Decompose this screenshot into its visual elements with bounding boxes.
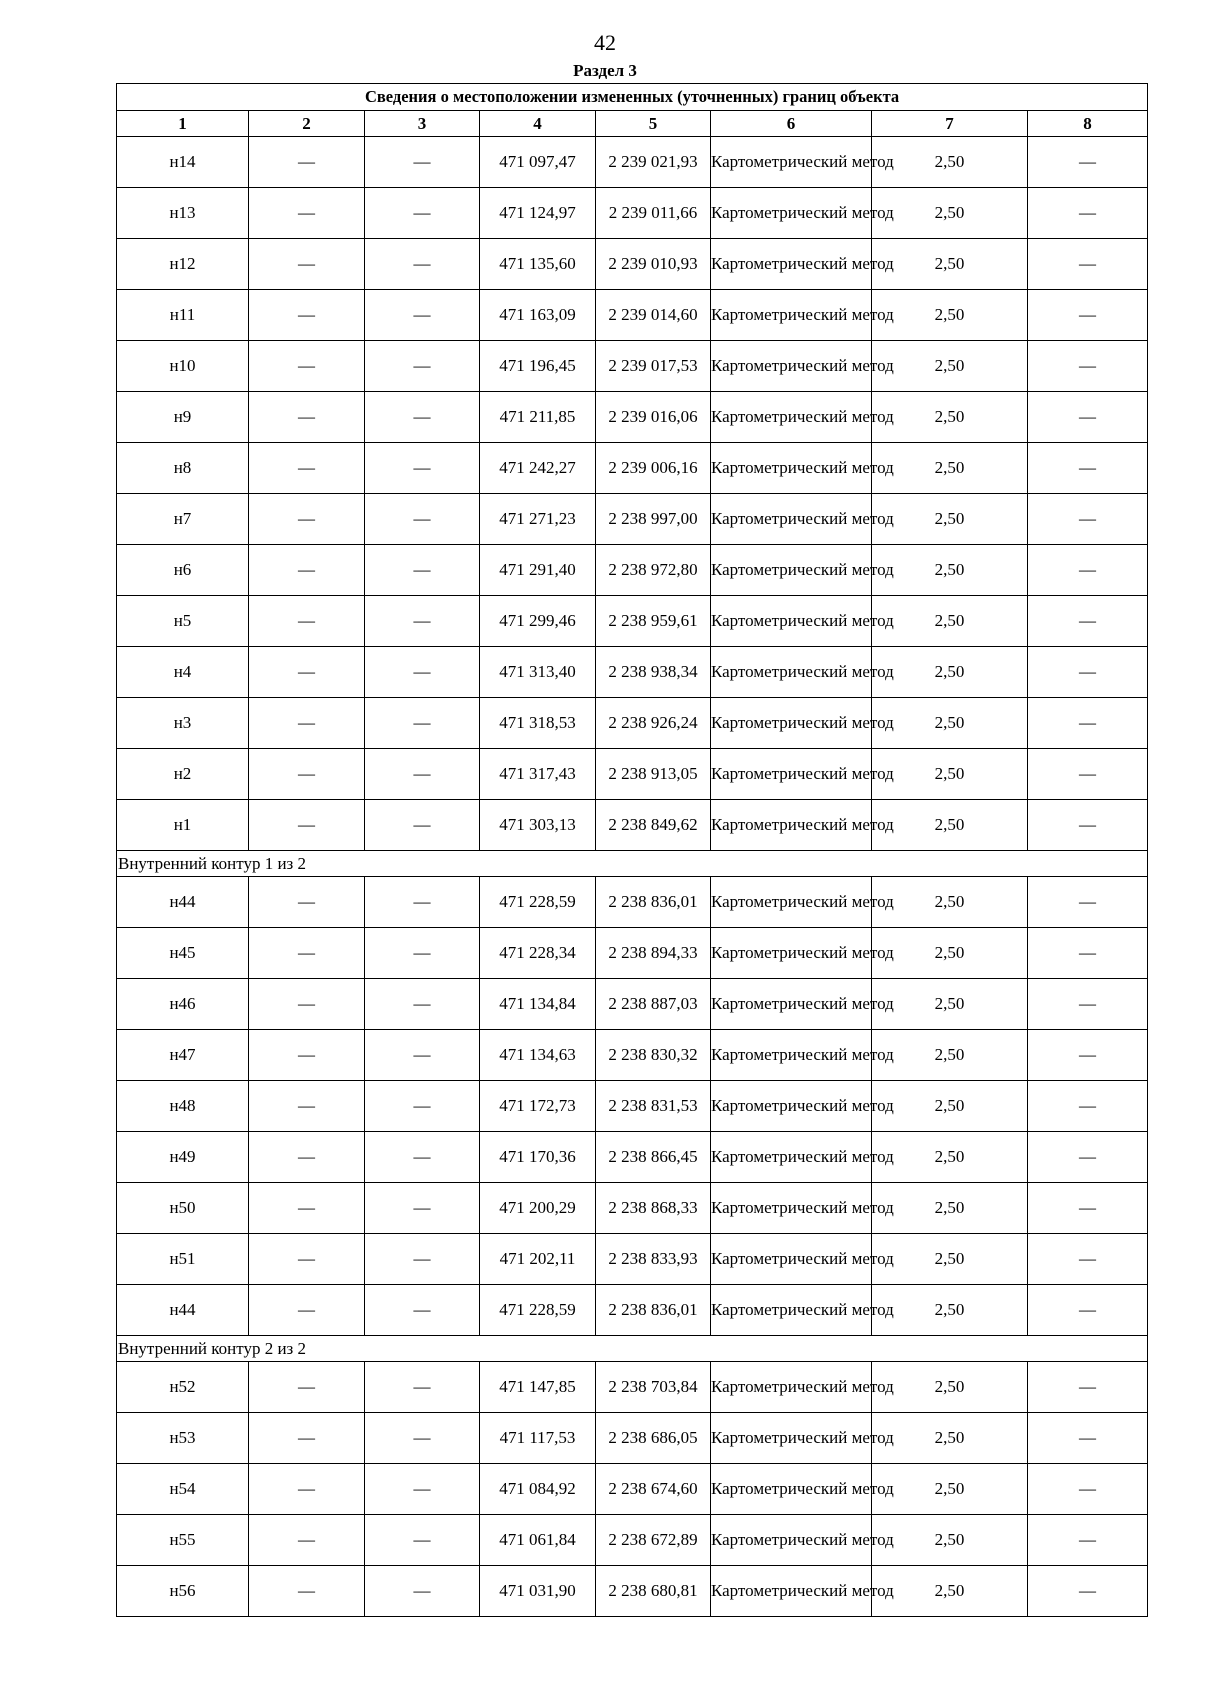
column-header-row: [117, 111, 1148, 137]
accuracy-cell: 2,50: [872, 979, 1028, 1030]
y-coordinate-cell: 2 238 836,01: [596, 877, 711, 928]
x-coordinate-cell: 471 200,29: [480, 1183, 596, 1234]
x-coordinate-cell: 471 134,63: [480, 1030, 596, 1081]
col2-cell: —: [249, 979, 365, 1030]
method-cell: Картометрический метод: [711, 1081, 872, 1132]
col3-cell: —: [365, 1234, 480, 1285]
col8-cell: —: [1028, 137, 1148, 188]
point-name-cell: н44: [117, 877, 249, 928]
y-coordinate-cell: 2 238 997,00: [596, 494, 711, 545]
point-name-cell: н46: [117, 979, 249, 1030]
col2-cell: —: [249, 698, 365, 749]
table-row: [117, 1234, 1148, 1285]
x-coordinate-cell: 471 313,40: [480, 647, 596, 698]
y-coordinate-cell: 2 238 836,01: [596, 1285, 711, 1336]
y-coordinate-cell: 2 238 887,03: [596, 979, 711, 1030]
method-cell: Картометрический метод: [711, 392, 872, 443]
col2-cell: —: [249, 137, 365, 188]
y-coordinate-cell: 2 238 913,05: [596, 749, 711, 800]
x-coordinate-cell: 471 135,60: [480, 239, 596, 290]
col8-cell: —: [1028, 545, 1148, 596]
accuracy-cell: 2,50: [872, 1413, 1028, 1464]
method-cell: Картометрический метод: [711, 698, 872, 749]
accuracy-cell: 2,50: [872, 596, 1028, 647]
x-coordinate-cell: 471 228,59: [480, 1285, 596, 1336]
method-cell: Картометрический метод: [711, 443, 872, 494]
col2-cell: —: [249, 877, 365, 928]
y-coordinate-cell: 2 239 014,60: [596, 290, 711, 341]
y-coordinate-cell: 2 239 011,66: [596, 188, 711, 239]
col3-cell: —: [365, 137, 480, 188]
y-coordinate-cell: 2 238 672,89: [596, 1515, 711, 1566]
point-name-cell: н47: [117, 1030, 249, 1081]
y-coordinate-cell: 2 238 833,93: [596, 1234, 711, 1285]
table-row: [117, 1030, 1148, 1081]
col3-cell: —: [365, 1515, 480, 1566]
method-cell: Картометрический метод: [711, 188, 872, 239]
method-cell: Картометрический метод: [711, 341, 872, 392]
col3-cell: —: [365, 443, 480, 494]
accuracy-cell: 2,50: [872, 341, 1028, 392]
method-cell: Картометрический метод: [711, 928, 872, 979]
col3-cell: —: [365, 1566, 480, 1617]
accuracy-cell: 2,50: [872, 188, 1028, 239]
point-name-cell: н11: [117, 290, 249, 341]
method-cell: Картометрический метод: [711, 239, 872, 290]
point-name-cell: н13: [117, 188, 249, 239]
accuracy-cell: 2,50: [872, 392, 1028, 443]
accuracy-cell: 2,50: [872, 928, 1028, 979]
col8-cell: —: [1028, 494, 1148, 545]
point-name-cell: н8: [117, 443, 249, 494]
method-cell: Картометрический метод: [711, 1132, 872, 1183]
method-cell: Картометрический метод: [711, 596, 872, 647]
table-row: [117, 188, 1148, 239]
col2-cell: —: [249, 749, 365, 800]
y-coordinate-cell: 2 238 680,81: [596, 1566, 711, 1617]
table-row: [117, 698, 1148, 749]
col3-cell: —: [365, 1030, 480, 1081]
point-name-cell: н9: [117, 392, 249, 443]
point-name-cell: н49: [117, 1132, 249, 1183]
point-name-cell: н4: [117, 647, 249, 698]
col3-cell: —: [365, 877, 480, 928]
point-name-cell: н45: [117, 928, 249, 979]
accuracy-cell: 2,50: [872, 800, 1028, 851]
accuracy-cell: 2,50: [872, 545, 1028, 596]
accuracy-cell: 2,50: [872, 1183, 1028, 1234]
col8-cell: —: [1028, 1515, 1148, 1566]
method-cell: Картометрический метод: [711, 494, 872, 545]
col8-cell: —: [1028, 341, 1148, 392]
col8-cell: —: [1028, 1464, 1148, 1515]
col2-cell: —: [249, 647, 365, 698]
col3-cell: —: [365, 494, 480, 545]
col2-cell: —: [249, 1464, 365, 1515]
table-row: [117, 341, 1148, 392]
col8-cell: —: [1028, 1030, 1148, 1081]
boundary-coordinates-table: [116, 83, 1148, 1617]
y-coordinate-cell: 2 238 972,80: [596, 545, 711, 596]
column-header: 4: [480, 111, 596, 137]
x-coordinate-cell: 471 097,47: [480, 137, 596, 188]
column-header: 7: [872, 111, 1028, 137]
col8-cell: —: [1028, 1413, 1148, 1464]
col2-cell: —: [249, 928, 365, 979]
col2-cell: —: [249, 1413, 365, 1464]
col8-cell: —: [1028, 290, 1148, 341]
col8-cell: —: [1028, 979, 1148, 1030]
x-coordinate-cell: 471 228,34: [480, 928, 596, 979]
point-name-cell: н7: [117, 494, 249, 545]
y-coordinate-cell: 2 238 926,24: [596, 698, 711, 749]
col2-cell: —: [249, 1234, 365, 1285]
accuracy-cell: 2,50: [872, 1515, 1028, 1566]
col3-cell: —: [365, 341, 480, 392]
point-name-cell: н53: [117, 1413, 249, 1464]
x-coordinate-cell: 471 303,13: [480, 800, 596, 851]
x-coordinate-cell: 471 317,43: [480, 749, 596, 800]
col8-cell: —: [1028, 443, 1148, 494]
col3-cell: —: [365, 1132, 480, 1183]
col8-cell: —: [1028, 698, 1148, 749]
accuracy-cell: 2,50: [872, 1362, 1028, 1413]
accuracy-cell: 2,50: [872, 443, 1028, 494]
table-row: [117, 1081, 1148, 1132]
x-coordinate-cell: 471 163,09: [480, 290, 596, 341]
method-cell: Картометрический метод: [711, 1183, 872, 1234]
col2-cell: —: [249, 1183, 365, 1234]
accuracy-cell: 2,50: [872, 1132, 1028, 1183]
col8-cell: —: [1028, 928, 1148, 979]
col8-cell: —: [1028, 647, 1148, 698]
y-coordinate-cell: 2 238 830,32: [596, 1030, 711, 1081]
col3-cell: —: [365, 239, 480, 290]
method-cell: Картометрический метод: [711, 800, 872, 851]
section-title: Раздел 3: [573, 61, 637, 80]
col2-cell: —: [249, 1030, 365, 1081]
col2-cell: —: [249, 494, 365, 545]
table-row: [117, 877, 1148, 928]
y-coordinate-cell: 2 239 021,93: [596, 137, 711, 188]
col2-cell: —: [249, 341, 365, 392]
col3-cell: —: [365, 647, 480, 698]
method-cell: Картометрический метод: [711, 1413, 872, 1464]
table-row: [117, 928, 1148, 979]
contour-label: Внутренний контур 2 из 2: [117, 1336, 1148, 1362]
table-row: [117, 239, 1148, 290]
table-row: [117, 1183, 1148, 1234]
point-name-cell: н1: [117, 800, 249, 851]
table-row: [117, 647, 1148, 698]
method-cell: Картометрический метод: [711, 749, 872, 800]
col3-cell: —: [365, 545, 480, 596]
method-cell: Картометрический метод: [711, 290, 872, 341]
y-coordinate-cell: 2 238 959,61: [596, 596, 711, 647]
col2-cell: —: [249, 1566, 365, 1617]
col3-cell: —: [365, 1362, 480, 1413]
x-coordinate-cell: 471 318,53: [480, 698, 596, 749]
col8-cell: —: [1028, 1183, 1148, 1234]
col2-cell: —: [249, 596, 365, 647]
method-cell: Картометрический метод: [711, 1464, 872, 1515]
x-coordinate-cell: 471 228,59: [480, 877, 596, 928]
x-coordinate-cell: 471 211,85: [480, 392, 596, 443]
table-row: [117, 494, 1148, 545]
y-coordinate-cell: 2 238 866,45: [596, 1132, 711, 1183]
x-coordinate-cell: 471 061,84: [480, 1515, 596, 1566]
method-cell: Картометрический метод: [711, 1566, 872, 1617]
accuracy-cell: 2,50: [872, 1464, 1028, 1515]
table-row: [117, 137, 1148, 188]
y-coordinate-cell: 2 239 016,06: [596, 392, 711, 443]
col8-cell: —: [1028, 1132, 1148, 1183]
x-coordinate-cell: 471 242,27: [480, 443, 596, 494]
x-coordinate-cell: 471 271,23: [480, 494, 596, 545]
accuracy-cell: 2,50: [872, 749, 1028, 800]
x-coordinate-cell: 471 084,92: [480, 1464, 596, 1515]
contour-label: Внутренний контур 1 из 2: [117, 851, 1148, 877]
col8-cell: —: [1028, 749, 1148, 800]
contour-label-row: [117, 1336, 1148, 1362]
col3-cell: —: [365, 1285, 480, 1336]
col3-cell: —: [365, 188, 480, 239]
accuracy-cell: 2,50: [872, 698, 1028, 749]
col8-cell: —: [1028, 877, 1148, 928]
y-coordinate-cell: 2 239 010,93: [596, 239, 711, 290]
table-row: [117, 545, 1148, 596]
point-name-cell: н14: [117, 137, 249, 188]
col2-cell: —: [249, 545, 365, 596]
point-name-cell: н12: [117, 239, 249, 290]
accuracy-cell: 2,50: [872, 1285, 1028, 1336]
column-header: 6: [711, 111, 872, 137]
point-name-cell: н56: [117, 1566, 249, 1617]
col3-cell: —: [365, 290, 480, 341]
col3-cell: —: [365, 392, 480, 443]
col2-cell: —: [249, 239, 365, 290]
col2-cell: —: [249, 1362, 365, 1413]
column-header: 1: [117, 111, 249, 137]
col3-cell: —: [365, 1081, 480, 1132]
col8-cell: —: [1028, 239, 1148, 290]
table-row: [117, 1464, 1148, 1515]
col3-cell: —: [365, 749, 480, 800]
y-coordinate-cell: 2 238 868,33: [596, 1183, 711, 1234]
col3-cell: —: [365, 1413, 480, 1464]
point-name-cell: н50: [117, 1183, 249, 1234]
page-number: 42: [594, 30, 616, 55]
col3-cell: —: [365, 979, 480, 1030]
table-row: [117, 1362, 1148, 1413]
method-cell: Картометрический метод: [711, 647, 872, 698]
col8-cell: —: [1028, 1566, 1148, 1617]
col2-cell: —: [249, 290, 365, 341]
col8-cell: —: [1028, 1285, 1148, 1336]
table-row: [117, 290, 1148, 341]
point-name-cell: н3: [117, 698, 249, 749]
col3-cell: —: [365, 1183, 480, 1234]
table-row: [117, 800, 1148, 851]
col3-cell: —: [365, 698, 480, 749]
y-coordinate-cell: 2 238 674,60: [596, 1464, 711, 1515]
method-cell: Картометрический метод: [711, 137, 872, 188]
method-cell: Картометрический метод: [711, 545, 872, 596]
table-row: [117, 979, 1148, 1030]
table-row: [117, 1413, 1148, 1464]
y-coordinate-cell: 2 239 006,16: [596, 443, 711, 494]
table-row: [117, 596, 1148, 647]
method-cell: Картометрический метод: [711, 979, 872, 1030]
accuracy-cell: 2,50: [872, 239, 1028, 290]
col3-cell: —: [365, 928, 480, 979]
method-cell: Картометрический метод: [711, 1234, 872, 1285]
accuracy-cell: 2,50: [872, 877, 1028, 928]
accuracy-cell: 2,50: [872, 1081, 1028, 1132]
y-coordinate-cell: 2 238 831,53: [596, 1081, 711, 1132]
x-coordinate-cell: 471 147,85: [480, 1362, 596, 1413]
y-coordinate-cell: 2 238 686,05: [596, 1413, 711, 1464]
col8-cell: —: [1028, 1081, 1148, 1132]
y-coordinate-cell: 2 238 849,62: [596, 800, 711, 851]
y-coordinate-cell: 2 238 894,33: [596, 928, 711, 979]
x-coordinate-cell: 471 134,84: [480, 979, 596, 1030]
x-coordinate-cell: 471 299,46: [480, 596, 596, 647]
accuracy-cell: 2,50: [872, 1030, 1028, 1081]
col2-cell: —: [249, 1081, 365, 1132]
column-header: 8: [1028, 111, 1148, 137]
col8-cell: —: [1028, 1362, 1148, 1413]
method-cell: Картометрический метод: [711, 1030, 872, 1081]
col2-cell: —: [249, 188, 365, 239]
point-name-cell: н52: [117, 1362, 249, 1413]
accuracy-cell: 2,50: [872, 494, 1028, 545]
method-cell: Картометрический метод: [711, 1285, 872, 1336]
x-coordinate-cell: 471 291,40: [480, 545, 596, 596]
col8-cell: —: [1028, 1234, 1148, 1285]
point-name-cell: н51: [117, 1234, 249, 1285]
col2-cell: —: [249, 392, 365, 443]
table-row: [117, 1515, 1148, 1566]
accuracy-cell: 2,50: [872, 137, 1028, 188]
point-name-cell: н48: [117, 1081, 249, 1132]
table-row: [117, 1132, 1148, 1183]
table-row: [117, 392, 1148, 443]
col3-cell: —: [365, 800, 480, 851]
point-name-cell: н2: [117, 749, 249, 800]
point-name-cell: н5: [117, 596, 249, 647]
column-header: 5: [596, 111, 711, 137]
table-row: [117, 749, 1148, 800]
column-header: 3: [365, 111, 480, 137]
point-name-cell: н44: [117, 1285, 249, 1336]
accuracy-cell: 2,50: [872, 647, 1028, 698]
x-coordinate-cell: 471 117,53: [480, 1413, 596, 1464]
col8-cell: —: [1028, 392, 1148, 443]
method-cell: Картометрический метод: [711, 877, 872, 928]
accuracy-cell: 2,50: [872, 1566, 1028, 1617]
accuracy-cell: 2,50: [872, 1234, 1028, 1285]
x-coordinate-cell: 471 031,90: [480, 1566, 596, 1617]
col8-cell: —: [1028, 596, 1148, 647]
col2-cell: —: [249, 443, 365, 494]
accuracy-cell: 2,50: [872, 290, 1028, 341]
table-caption: Сведения о местоположении измененных (уточненных) границ объекта: [117, 84, 1148, 111]
contour-label-row: [117, 851, 1148, 877]
col8-cell: —: [1028, 188, 1148, 239]
table-row: [117, 1566, 1148, 1617]
col3-cell: —: [365, 596, 480, 647]
point-name-cell: н54: [117, 1464, 249, 1515]
table-row: [117, 1285, 1148, 1336]
y-coordinate-cell: 2 238 938,34: [596, 647, 711, 698]
y-coordinate-cell: 2 238 703,84: [596, 1362, 711, 1413]
col2-cell: —: [249, 1132, 365, 1183]
x-coordinate-cell: 471 202,11: [480, 1234, 596, 1285]
point-name-cell: н55: [117, 1515, 249, 1566]
column-header: 2: [249, 111, 365, 137]
y-coordinate-cell: 2 239 017,53: [596, 341, 711, 392]
x-coordinate-cell: 471 172,73: [480, 1081, 596, 1132]
x-coordinate-cell: 471 196,45: [480, 341, 596, 392]
method-cell: Картометрический метод: [711, 1515, 872, 1566]
x-coordinate-cell: 471 170,36: [480, 1132, 596, 1183]
col2-cell: —: [249, 1515, 365, 1566]
x-coordinate-cell: 471 124,97: [480, 188, 596, 239]
point-name-cell: н6: [117, 545, 249, 596]
col8-cell: —: [1028, 800, 1148, 851]
col3-cell: —: [365, 1464, 480, 1515]
col2-cell: —: [249, 1285, 365, 1336]
point-name-cell: н10: [117, 341, 249, 392]
method-cell: Картометрический метод: [711, 1362, 872, 1413]
col2-cell: —: [249, 800, 365, 851]
table-row: [117, 443, 1148, 494]
